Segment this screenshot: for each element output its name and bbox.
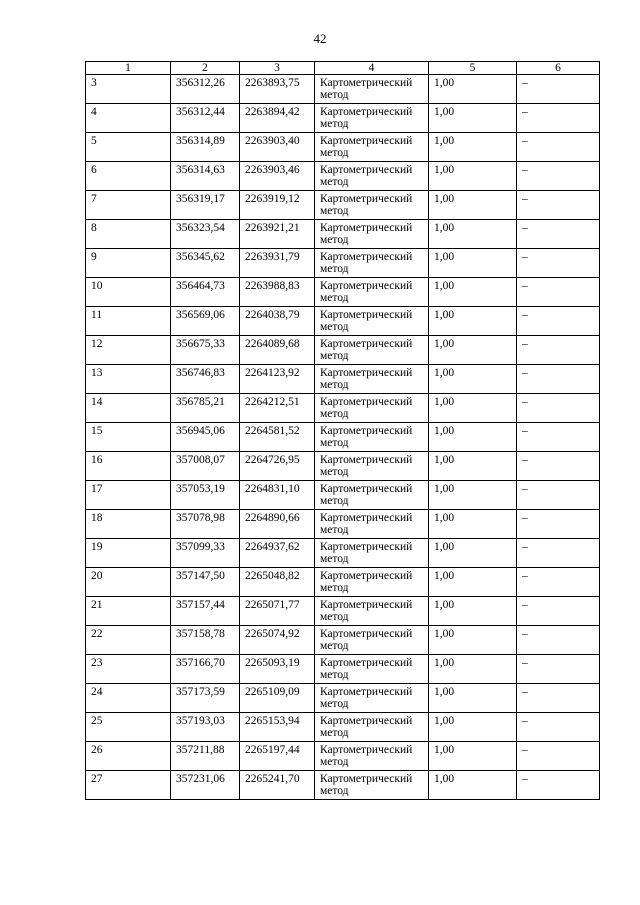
description-cell: – (517, 713, 600, 742)
y-coordinate-cell: 2265153,94 (240, 713, 315, 742)
point-number-cell: 4 (86, 104, 171, 133)
method-cell: Картометрический метод (315, 626, 429, 655)
accuracy-cell: 1,00 (429, 771, 517, 800)
x-coordinate-cell: 357158,78 (171, 626, 240, 655)
table-row (86, 220, 600, 249)
y-coordinate-cell: 2263988,83 (240, 278, 315, 307)
description-cell: – (517, 365, 600, 394)
y-coordinate-cell: 2263903,40 (240, 133, 315, 162)
table-row (86, 510, 600, 539)
table-row (86, 713, 600, 742)
description-cell: – (517, 278, 600, 307)
accuracy-cell: 1,00 (429, 626, 517, 655)
x-coordinate-cell: 357231,06 (171, 771, 240, 800)
method-cell: Картометрический метод (315, 568, 429, 597)
point-number-cell: 17 (86, 481, 171, 510)
table-row (86, 162, 600, 191)
y-coordinate-cell: 2265071,77 (240, 597, 315, 626)
x-coordinate-cell: 356345,62 (171, 249, 240, 278)
method-cell: Картометрический метод (315, 104, 429, 133)
accuracy-cell: 1,00 (429, 307, 517, 336)
method-cell: Картометрический метод (315, 423, 429, 452)
x-coordinate-cell: 356464,73 (171, 278, 240, 307)
description-cell: – (517, 626, 600, 655)
method-cell: Картометрический метод (315, 220, 429, 249)
table-row (86, 336, 600, 365)
y-coordinate-cell: 2264937,62 (240, 539, 315, 568)
table-row (86, 191, 600, 220)
y-coordinate-cell: 2265241,70 (240, 771, 315, 800)
y-coordinate-cell: 2264726,95 (240, 452, 315, 481)
column-header-5: 5 (429, 62, 517, 75)
table-row (86, 423, 600, 452)
column-header-6: 6 (517, 62, 600, 75)
x-coordinate-cell: 356785,21 (171, 394, 240, 423)
method-cell: Картометрический метод (315, 394, 429, 423)
column-header-3: 3 (240, 62, 315, 75)
point-number-cell: 26 (86, 742, 171, 771)
description-cell: – (517, 684, 600, 713)
table-header (86, 62, 600, 75)
accuracy-cell: 1,00 (429, 655, 517, 684)
description-cell: – (517, 394, 600, 423)
description-cell: – (517, 75, 600, 104)
point-number-cell: 12 (86, 336, 171, 365)
description-cell: – (517, 539, 600, 568)
table-row (86, 104, 600, 133)
table-row (86, 742, 600, 771)
accuracy-cell: 1,00 (429, 104, 517, 133)
table-row (86, 307, 600, 336)
x-coordinate-cell: 357147,50 (171, 568, 240, 597)
x-coordinate-cell: 357173,59 (171, 684, 240, 713)
method-cell: Картометрический метод (315, 278, 429, 307)
accuracy-cell: 1,00 (429, 742, 517, 771)
description-cell: – (517, 597, 600, 626)
method-cell: Картометрический метод (315, 684, 429, 713)
table-row (86, 249, 600, 278)
y-coordinate-cell: 2263903,46 (240, 162, 315, 191)
table-row (86, 278, 600, 307)
table-row (86, 626, 600, 655)
accuracy-cell: 1,00 (429, 394, 517, 423)
y-coordinate-cell: 2264123,92 (240, 365, 315, 394)
y-coordinate-cell: 2263931,79 (240, 249, 315, 278)
accuracy-cell: 1,00 (429, 191, 517, 220)
coordinates-table (85, 61, 600, 800)
x-coordinate-cell: 357211,88 (171, 742, 240, 771)
column-header-4: 4 (315, 62, 429, 75)
description-cell: – (517, 336, 600, 365)
method-cell: Картометрический метод (315, 597, 429, 626)
accuracy-cell: 1,00 (429, 220, 517, 249)
table-row (86, 481, 600, 510)
point-number-cell: 5 (86, 133, 171, 162)
method-cell: Картометрический метод (315, 771, 429, 800)
x-coordinate-cell: 356312,44 (171, 104, 240, 133)
point-number-cell: 19 (86, 539, 171, 568)
point-number-cell: 20 (86, 568, 171, 597)
table-row (86, 394, 600, 423)
method-cell: Картометрический метод (315, 249, 429, 278)
y-coordinate-cell: 2265048,82 (240, 568, 315, 597)
x-coordinate-cell: 356314,63 (171, 162, 240, 191)
accuracy-cell: 1,00 (429, 568, 517, 597)
point-number-cell: 24 (86, 684, 171, 713)
method-cell: Картометрический метод (315, 713, 429, 742)
point-number-cell: 22 (86, 626, 171, 655)
table-row (86, 684, 600, 713)
y-coordinate-cell: 2265197,44 (240, 742, 315, 771)
accuracy-cell: 1,00 (429, 713, 517, 742)
x-coordinate-cell: 356314,89 (171, 133, 240, 162)
table-body (86, 75, 600, 800)
description-cell: – (517, 510, 600, 539)
accuracy-cell: 1,00 (429, 481, 517, 510)
y-coordinate-cell: 2264581,52 (240, 423, 315, 452)
y-coordinate-cell: 2265093,19 (240, 655, 315, 684)
point-number-cell: 15 (86, 423, 171, 452)
accuracy-cell: 1,00 (429, 278, 517, 307)
x-coordinate-cell: 356746,83 (171, 365, 240, 394)
y-coordinate-cell: 2265074,92 (240, 626, 315, 655)
accuracy-cell: 1,00 (429, 423, 517, 452)
x-coordinate-cell: 356312,26 (171, 75, 240, 104)
method-cell: Картометрический метод (315, 655, 429, 684)
point-number-cell: 16 (86, 452, 171, 481)
x-coordinate-cell: 357078,98 (171, 510, 240, 539)
accuracy-cell: 1,00 (429, 684, 517, 713)
column-header-1: 1 (86, 62, 171, 75)
point-number-cell: 3 (86, 75, 171, 104)
description-cell: – (517, 742, 600, 771)
accuracy-cell: 1,00 (429, 133, 517, 162)
y-coordinate-cell: 2264038,79 (240, 307, 315, 336)
y-coordinate-cell: 2264890,66 (240, 510, 315, 539)
table-row (86, 771, 600, 800)
description-cell: – (517, 423, 600, 452)
method-cell: Картометрический метод (315, 481, 429, 510)
method-cell: Картометрический метод (315, 133, 429, 162)
accuracy-cell: 1,00 (429, 510, 517, 539)
y-coordinate-cell: 2264212,51 (240, 394, 315, 423)
description-cell: – (517, 771, 600, 800)
method-cell: Картометрический метод (315, 307, 429, 336)
accuracy-cell: 1,00 (429, 162, 517, 191)
accuracy-cell: 1,00 (429, 75, 517, 104)
x-coordinate-cell: 357053,19 (171, 481, 240, 510)
point-number-cell: 8 (86, 220, 171, 249)
column-header-2: 2 (171, 62, 240, 75)
point-number-cell: 21 (86, 597, 171, 626)
x-coordinate-cell: 357193,03 (171, 713, 240, 742)
description-cell: – (517, 220, 600, 249)
point-number-cell: 11 (86, 307, 171, 336)
description-cell: – (517, 481, 600, 510)
x-coordinate-cell: 356675,33 (171, 336, 240, 365)
accuracy-cell: 1,00 (429, 249, 517, 278)
method-cell: Картометрический метод (315, 336, 429, 365)
table-row (86, 539, 600, 568)
x-coordinate-cell: 357166,70 (171, 655, 240, 684)
method-cell: Картометрический метод (315, 510, 429, 539)
y-coordinate-cell: 2263893,75 (240, 75, 315, 104)
method-cell: Картометрический метод (315, 539, 429, 568)
description-cell: – (517, 133, 600, 162)
x-coordinate-cell: 357157,44 (171, 597, 240, 626)
accuracy-cell: 1,00 (429, 597, 517, 626)
method-cell: Картометрический метод (315, 162, 429, 191)
description-cell: – (517, 104, 600, 133)
method-cell: Картометрический метод (315, 191, 429, 220)
point-number-cell: 13 (86, 365, 171, 394)
accuracy-cell: 1,00 (429, 539, 517, 568)
method-cell: Картометрический метод (315, 365, 429, 394)
table-row (86, 75, 600, 104)
accuracy-cell: 1,00 (429, 452, 517, 481)
point-number-cell: 14 (86, 394, 171, 423)
x-coordinate-cell: 356323,54 (171, 220, 240, 249)
x-coordinate-cell: 356569,06 (171, 307, 240, 336)
point-number-cell: 7 (86, 191, 171, 220)
y-coordinate-cell: 2263921,21 (240, 220, 315, 249)
point-number-cell: 23 (86, 655, 171, 684)
description-cell: – (517, 568, 600, 597)
description-cell: – (517, 655, 600, 684)
table-row (86, 452, 600, 481)
table-row (86, 655, 600, 684)
description-cell: – (517, 191, 600, 220)
table-row (86, 365, 600, 394)
description-cell: – (517, 307, 600, 336)
table-row (86, 597, 600, 626)
description-cell: – (517, 452, 600, 481)
point-number-cell: 10 (86, 278, 171, 307)
method-cell: Картометрический метод (315, 75, 429, 104)
point-number-cell: 27 (86, 771, 171, 800)
point-number-cell: 9 (86, 249, 171, 278)
method-cell: Картометрический метод (315, 452, 429, 481)
point-number-cell: 6 (86, 162, 171, 191)
page-number: 42 (313, 31, 327, 46)
header-row (86, 62, 600, 75)
y-coordinate-cell: 2264089,68 (240, 336, 315, 365)
description-cell: – (517, 162, 600, 191)
x-coordinate-cell: 357008,07 (171, 452, 240, 481)
table-row (86, 568, 600, 597)
x-coordinate-cell: 356945,06 (171, 423, 240, 452)
y-coordinate-cell: 2263919,12 (240, 191, 315, 220)
method-cell: Картометрический метод (315, 742, 429, 771)
description-cell: – (517, 249, 600, 278)
accuracy-cell: 1,00 (429, 336, 517, 365)
y-coordinate-cell: 2263894,42 (240, 104, 315, 133)
accuracy-cell: 1,00 (429, 365, 517, 394)
y-coordinate-cell: 2265109,09 (240, 684, 315, 713)
x-coordinate-cell: 357099,33 (171, 539, 240, 568)
x-coordinate-cell: 356319,17 (171, 191, 240, 220)
y-coordinate-cell: 2264831,10 (240, 481, 315, 510)
table-row (86, 133, 600, 162)
point-number-cell: 25 (86, 713, 171, 742)
point-number-cell: 18 (86, 510, 171, 539)
